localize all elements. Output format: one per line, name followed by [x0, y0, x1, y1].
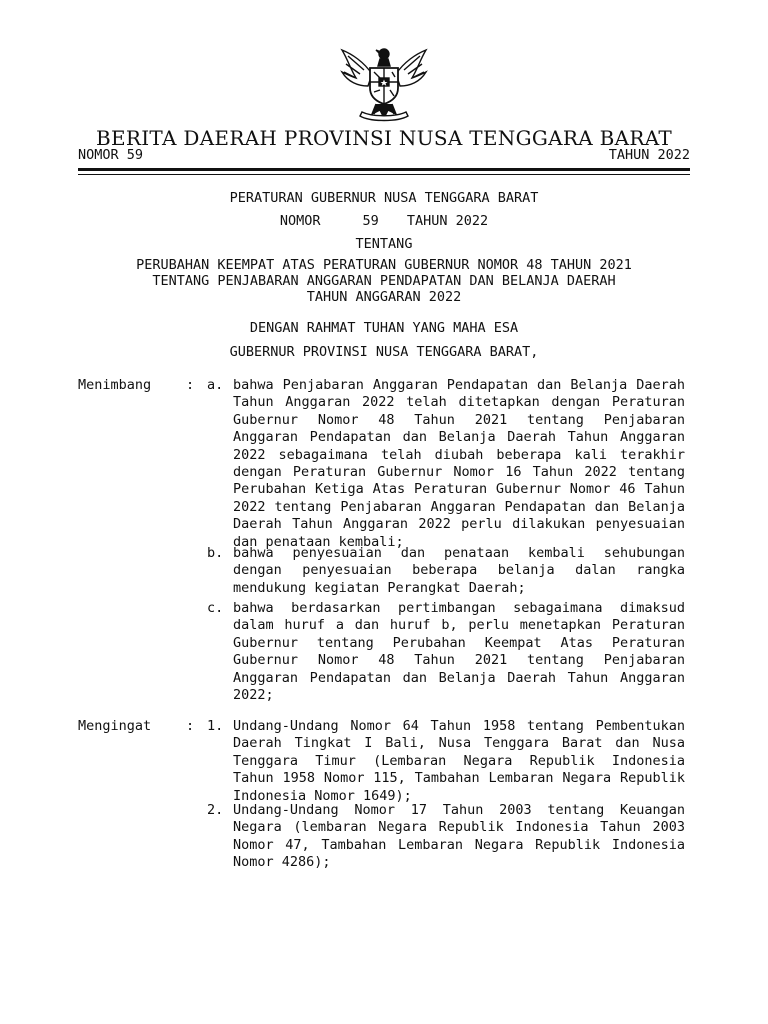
menimbang-item-marker: c. [207, 600, 224, 616]
mengingat-item-text: Undang-Undang Nomor 17 Tahun 2003 tentang Keuangan Negara (lembaran Negara Republik Indonesia Tahun 2003 Nomor 47, Tambahan Lembaran Negara Republik Indonesia Nomor 4286); [233, 802, 685, 871]
issuer-line: GUBERNUR PROVINSI NUSA TENGGARA BARAT, [229, 344, 539, 360]
mengingat-item-marker: 2. [207, 802, 224, 818]
tentang-heading: TENTANG [355, 236, 413, 252]
menimbang-item-text: bahwa Penjabaran Anggaran Pendapatan dan Belanja Daerah Tahun Anggaran 2022 telah ditetapkan dengan Peraturan Gubernur Nomor 48 Tahun 2021 tentang Penjabaran Anggaran Pendapatan dan Belanja Daerah Tahun Anggaran 2022 sebagaimana telah diubah beberapa kali terakhir dengan Peraturan Gubernur Nomor 16 Tahun 2022 tentang Perubahan Ketiga Atas Peraturan Gubernur Nomor 46 Tahun 2022 tentang Penjabaran Anggaran Pendapatan dan Belanja Daerah Tahun Anggaran 2022 perlu dilakukan penyesuaian dan penataan kembali; [233, 377, 685, 550]
mengingat-item-text: Undang-Undang Nomor 64 Tahun 1958 tentang Pembentukan Daerah Tingkat I Bali, Nusa Tenggara Barat dan Nusa Tenggara Timur (Lembaran Negara Republik Indonesia Tahun 1958 Nomor 115, Tambahan Lembaran Negara Republik Indonesia Nomor 1649); [233, 718, 685, 804]
menimbang-item-text: bahwa berdasarkan pertimbangan sebagaimana dimaksud dalam huruf a dan huruf b, perlu menetapkan Peraturan Gubernur tentang Perubahan Keempat Atas Peraturan Gubernur Nomor 48 Tahun 2021 tentang Penjabaran Anggaran Pendapatan dan Belanja Daerah Tahun Anggaran 2022; [233, 600, 685, 704]
menimbang-label: Menimbang [78, 377, 152, 393]
menimbang-item-marker: a. [207, 377, 224, 393]
regulation-number-value: 59 [362, 213, 379, 229]
subject-line-2: TENTANG PENJABARAN ANGGARAN PENDAPATAN DAN BELANJA DAERAH [152, 273, 616, 289]
menimbang-item-text: bahwa penyesuaian dan penataan kembali sehubungan dengan penyesuaian beberapa belanja dalan rangka mendukung kegiatan Perangkat Daerah; [233, 545, 685, 596]
regulation-heading: PERATURAN GUBERNUR NUSA TENGGARA BARAT [229, 190, 539, 206]
mengingat-item-marker: 1. [207, 718, 224, 734]
menimbang-item-marker: b. [207, 545, 224, 561]
garuda-emblem-icon [334, 44, 434, 124]
mengingat-label: Mengingat [78, 718, 152, 734]
publication-title: BERITA DAERAH PROVINSI NUSA TENGGARA BARAT [95, 126, 673, 150]
subject-line-1: PERUBAHAN KEEMPAT ATAS PERATURAN GUBERNUR NOMOR 48 TAHUN 2021 [136, 257, 632, 273]
mengingat-colon: : [186, 718, 195, 734]
menimbang-colon: : [186, 377, 195, 393]
regulation-year: TAHUN 2022 [406, 213, 489, 229]
header-divider-thin [78, 174, 690, 175]
publication-number: NOMOR 59 [78, 147, 144, 163]
regulation-number-label: NOMOR [279, 213, 321, 229]
subject-line-3: TAHUN ANGGARAN 2022 [306, 289, 462, 305]
header-divider-thick [78, 168, 690, 171]
regulation-number-line [0, 213, 768, 229]
publication-year: TAHUN 2022 [608, 147, 690, 163]
blessing-line: DENGAN RAHMAT TUHAN YANG MAHA ESA [249, 320, 519, 336]
